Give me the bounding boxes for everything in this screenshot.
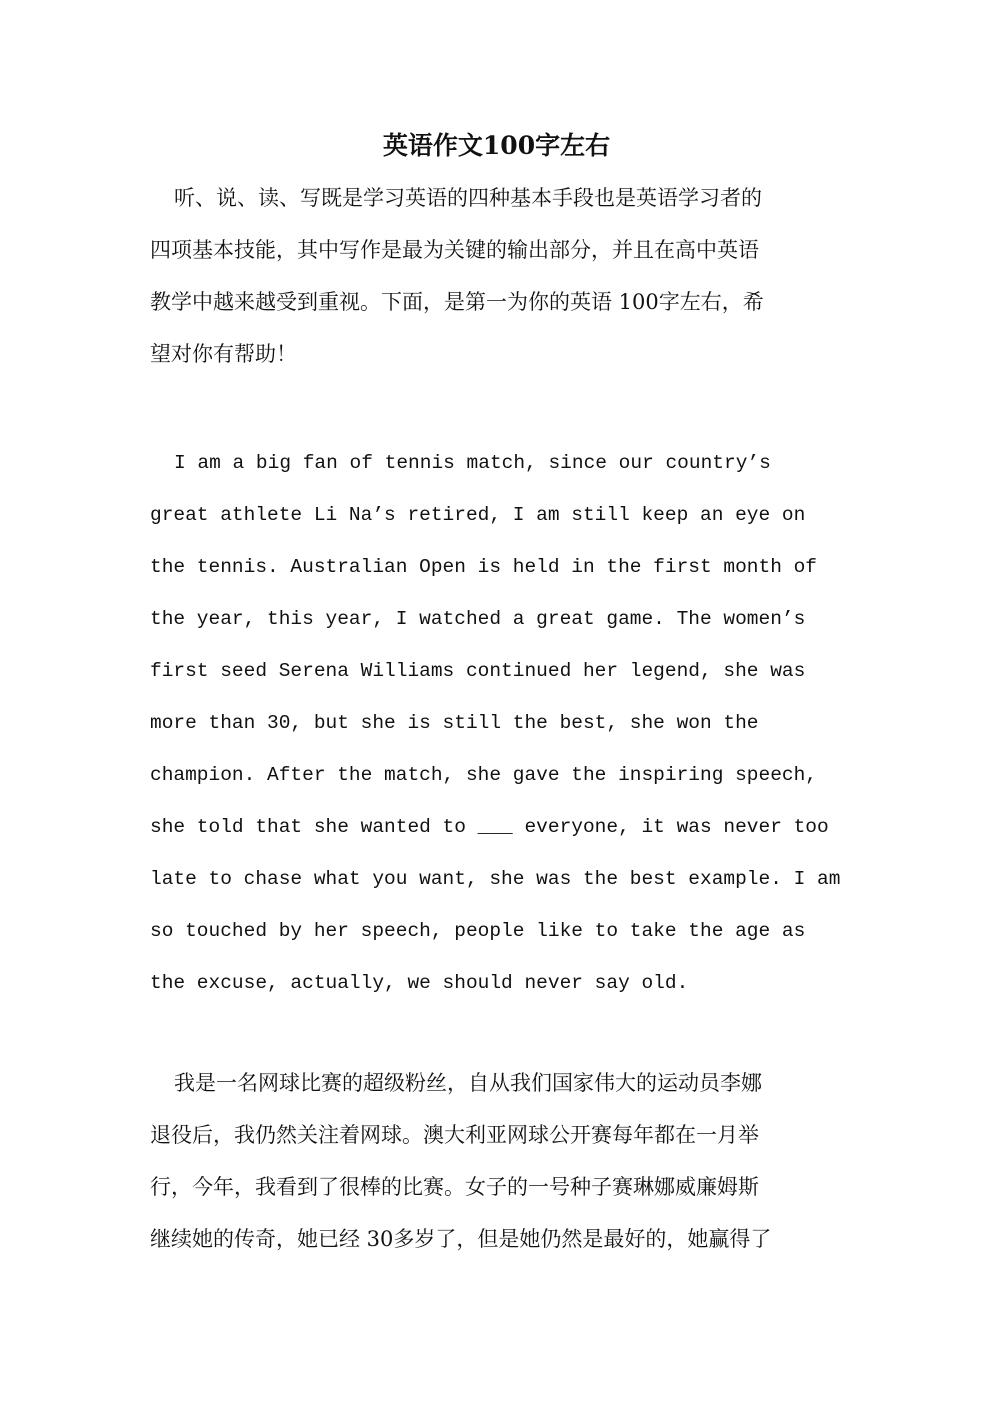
- intro-line: 听、说、读、写既是学习英语的四种基本手段也是英语学习者的: [174, 186, 762, 210]
- intro-line: 四项基本技能，其中写作是最为关键的输出部分，并且在高中英语: [150, 238, 759, 262]
- english-line: champion. After the match, she gave the inspiring speech,: [150, 764, 818, 786]
- english-line: she told that she wanted to ___ everyone, it was never too: [150, 816, 829, 838]
- chinese-line: 行，今年，我看到了很棒的比赛。女子的一号种子赛琳娜威廉姆斯: [150, 1175, 759, 1199]
- english-line: late to chase what you want, she was the best example. I am: [150, 868, 841, 890]
- english-line: the excuse, actually, we should never say old.: [150, 972, 689, 994]
- english-line: first seed Serena Williams continued her legend, she was: [150, 660, 806, 682]
- english-line: the year, this year, I watched a great game. The women’s: [150, 608, 806, 630]
- chinese-line: 我是一名网球比赛的超级粉丝，自从我们国家伟大的运动员李娜: [174, 1071, 762, 1095]
- intro-paragraph: [150, 172, 840, 380]
- english-line: so touched by her speech, people like to take the age as: [150, 920, 806, 942]
- english-line: the tennis. Australian Open is held in the first month of: [150, 556, 818, 578]
- english-line: great athlete Li Na’s retired, I am still keep an eye on: [150, 504, 806, 526]
- intro-line: 望对你有帮助！: [150, 342, 297, 366]
- chinese-translation-paragraph: [150, 1057, 840, 1265]
- chinese-line: 继续她的传奇，她已经 30多岁了，但是她仍然是最好的，她赢得了: [150, 1227, 772, 1251]
- english-essay-paragraph: [150, 437, 850, 1009]
- intro-line: 教学中越来越受到重视。下面，是第一为你的英语 100字左右，希: [150, 290, 764, 314]
- document-title: 英语作文100字左右: [382, 131, 611, 160]
- english-line: more than 30, but she is still the best, she won the: [150, 712, 759, 734]
- chinese-line: 退役后，我仍然关注着网球。澳大利亚网球公开赛每年都在一月举: [150, 1123, 759, 1147]
- english-line: I am a big fan of tennis match, since our country’s: [174, 452, 771, 474]
